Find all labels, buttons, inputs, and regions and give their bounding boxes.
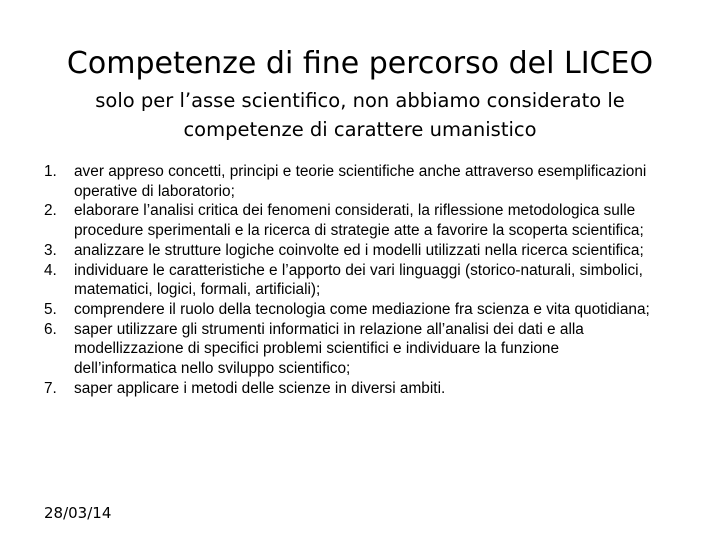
list-item: [44, 379, 664, 399]
list-item-number: 2.: [44, 202, 57, 220]
competence-list: [44, 162, 664, 398]
list-item: [44, 162, 664, 201]
list-item-text: elaborare l’analisi critica dei fenomeni considerati, la riflessione metodologica sulle procedure sperimentali e la ricerca di strategie atte a favorire la scoperta scientifica;: [74, 202, 644, 240]
list-item: [44, 241, 664, 261]
list-item: [44, 300, 664, 320]
slide-subtitle: solo per l’asse scientifico, non abbiamo considerato le competenze di carattere umanistico: [95, 89, 625, 141]
list-item-number: 3.: [44, 241, 57, 259]
list-item-text: comprendere il ruolo della tecnologia come mediazione fra scienza e vita quotidiana;: [74, 300, 650, 318]
list-item-text: analizzare le strutture logiche coinvolte ed i modelli utilizzati nella ricerca scientifica;: [74, 241, 644, 259]
list-item-text: saper applicare i metodi delle scienze in diversi ambiti.: [74, 379, 446, 397]
list-item-text: individuare le caratteristiche e l’apporto dei vari linguaggi (storico-naturali, simbolici, matematici, logici, formali, artificiali);: [74, 261, 643, 299]
list-item-text: aver appreso concetti, principi e teorie scientifiche anche attraverso esemplificazioni operative di laboratorio;: [74, 163, 647, 200]
list-item: [44, 261, 664, 300]
list-item-number: 6.: [44, 320, 57, 338]
list-item-number: 7.: [44, 379, 57, 397]
list-item-number: 5.: [44, 300, 57, 318]
list-item-number: 4.: [44, 261, 57, 279]
list-item-number: 1.: [44, 163, 57, 180]
slide-title: Competenze di fine percorso del LICEO: [66, 46, 654, 81]
list-item: [44, 201, 664, 240]
list-item-text: saper utilizzare gli strumenti informatici in relazione all’analisi dei dati e alla modellizzazione di specifici problemi scientifici e individuare la funzione dell’informatica nello sviluppo scientifico;: [74, 320, 584, 378]
list-item: [44, 320, 664, 379]
footer-date: 28/03/14: [44, 504, 112, 522]
